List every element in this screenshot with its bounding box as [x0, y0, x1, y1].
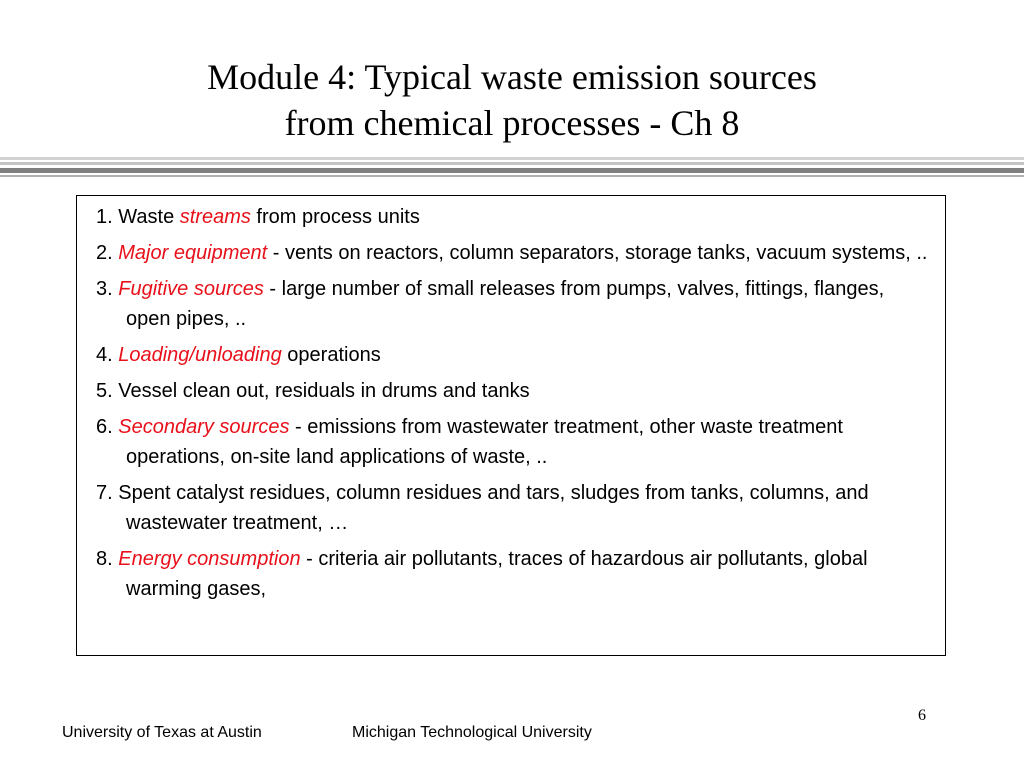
- list-item: [87, 478, 933, 538]
- item-number: 6.: [96, 416, 113, 438]
- item-text: Vessel clean out, residuals in drums and tanks: [118, 380, 530, 402]
- emission-sources-list: [76, 195, 946, 656]
- footer-right: Michigan Technological University: [352, 724, 592, 741]
- list-item: [87, 544, 933, 604]
- item-number: 2.: [96, 242, 113, 264]
- item-text: operations: [281, 344, 381, 366]
- title-line-2: from chemical processes - Ch 8: [284, 103, 740, 143]
- item-number: 4.: [96, 344, 113, 366]
- item-emphasis: Major equipment: [118, 242, 268, 264]
- item-text: Waste: [118, 206, 180, 228]
- item-emphasis: Energy consumption: [118, 548, 301, 570]
- list-item: [87, 376, 933, 406]
- item-emphasis: Fugitive sources: [118, 278, 264, 300]
- page-number: 6: [918, 707, 926, 724]
- list-item: [87, 238, 933, 268]
- title-line-1: Module 4: Typical waste emission sources: [207, 57, 817, 97]
- item-number: 1.: [96, 206, 113, 228]
- list-item: [87, 340, 933, 370]
- item-emphasis: Secondary sources: [118, 416, 290, 438]
- footer-left: University of Texas at Austin: [62, 724, 262, 741]
- item-emphasis: Loading/unloading: [118, 344, 282, 366]
- item-number: 7.: [96, 482, 113, 504]
- title-divider: [0, 157, 1024, 181]
- item-number: 5.: [96, 380, 113, 402]
- list-item: [87, 274, 933, 334]
- item-text: - large number of small releases from pumps, valves, fittings, flanges, open pipes, ..: [126, 278, 885, 330]
- slide-title: [0, 54, 1024, 146]
- item-text: from process units: [250, 206, 420, 228]
- item-number: 8.: [96, 548, 113, 570]
- item-text: - emissions from wastewater treatment, other waste treatment operations, on-site land applications of waste, ..: [126, 416, 843, 468]
- item-number: 3.: [96, 278, 113, 300]
- item-text: - vents on reactors, column separators, storage tanks, vacuum systems, ..: [267, 242, 928, 264]
- list-item: [87, 412, 933, 472]
- list-item: [87, 202, 933, 232]
- item-text: Spent catalyst residues, column residues and tars, sludges from tanks, columns, and wastewater treatment, …: [118, 482, 869, 534]
- item-text: - criteria air pollutants, traces of hazardous air pollutants, global warming gases,: [126, 548, 868, 600]
- item-emphasis: streams: [179, 206, 251, 228]
